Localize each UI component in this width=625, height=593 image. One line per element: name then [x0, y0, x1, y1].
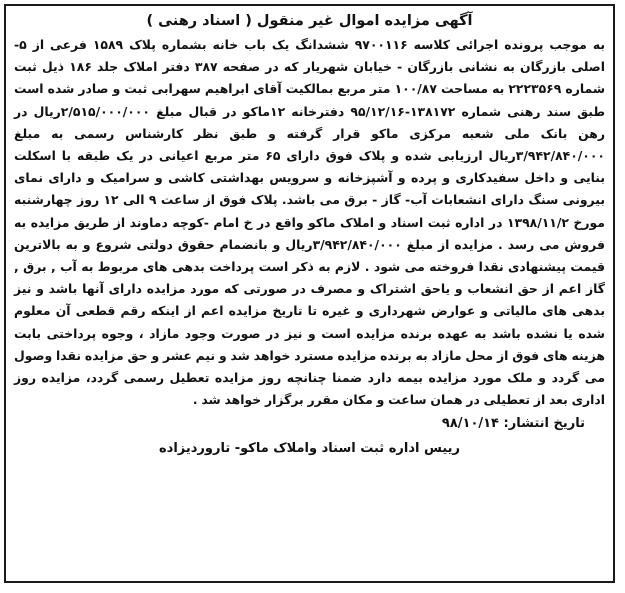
auction-notice: [4, 4, 615, 583]
signature-line: رییس اداره ثبت اسناد واملاک ماکو- تارورديزاده: [158, 441, 461, 457]
notice-body: به موجب پرونده اجرائی کلاسه ۹۷۰۰۱۱۶ ششدانگ یک باب خانه بشماره پلاک ۱۵۸۹ فرعی از ۵- اصلی بازرگان به نشانی بازرگان - خیابان شهریار که در صفحه ۳۸۷ دفتر املاک جلد ۱۸۶ ذیل ثبت شماره ۲۲۲۳۵۶۹ به مساحت ۱۰۰/۸۷ متر مربع بمالکیت آقای ابراهیم سهرابی ثبت و صادر شده است طبق سند رهنی شماره ۱۳۸۱۷۲-۹۵/۱۲/۱۶ دفترخانه ۱۲ماکو در قبال مبلغ ۲/۵۱۵/۰۰۰/۰۰۰ریال در رهن بانک ملی شعبه مرکزی ماکو قرار گرفته و طبق نظر کارشناس رسمی به مبلغ ۳/۹۴۲/۸۴۰/۰۰۰ریال ارزیابی شده و پلاک فوق دارای ۶۵ متر مربع اعیانی در یک طبقه با اسکلت بنایی و داخل سفیدکاری و پرده و آشپزخانه و سرویس بهداشتی کاشی و سرامیک و دارای نمای بیرونی سنگ دارای انشعابات آب- گاز - برق می باشد. پلاک فوق از ساعت ۹ الی ۱۲ روز چهارشنبه مورخ ۱۳۹۸/۱۱/۲ در اداره ثبت اسناد و املاک ماکو واقع در خ امام -کوچه دماوند از طریق مزایده به فروش می رسد . مزایده از مبلغ ۳/۹۴۲/۸۴۰/۰۰۰ریال و بانضمام حقوق دولتی شروع و به بالاترین قیمت پیشنهادی نقدا فروخته می شود . لازم به ذکر است پرداخت بدهی های مربوط به آب , برق , گاز اعم از حق انشعاب و یاحق اشتراک و مصرف در صورتی که مورد مزایده دارای آنها باشد و نیز بدهی های مالیاتی و عوارض شهرداری و غیره تا تاریخ مزایده اعم از اینکه رقم قطعی آن معلوم شده یا نشده باشد به عهده برنده مزایده است و نیز در صورت وجود مازاد ، وجوه پرداختی بابت هزینه های فوق از محل مازاد به برنده مزایده مسترد خواهد شد و نیم عشر و حق مزایده نقدا وصول می گردد و ملک مورد مزایده بیمه دارد ضمنا چنانچه روز مزایده تعطیل رسمی گردد، مزایده روز اداری بعد از تعطیلی در همان ساعت و مکان مقرر برگزار خواهد شد .: [14, 37, 606, 408]
notice-title: آگهی مزایده اموال غیر منقول ( اسناد رهنی ): [146, 13, 473, 29]
publication-date: تاریخ انتشار: ۹۸/۱۰/۱۴: [441, 416, 585, 432]
